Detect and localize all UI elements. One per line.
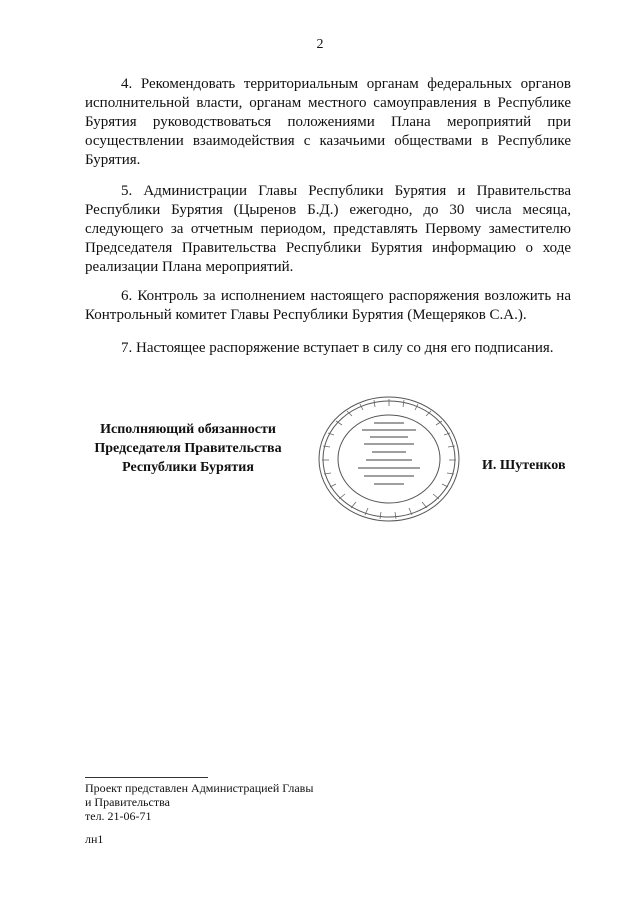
page-number: 2 [316, 37, 324, 52]
footer-line-1: Проект представлен Администрацией Главы [85, 781, 314, 795]
footer-divider [85, 777, 208, 778]
signatory-name: И. Шутенков [482, 458, 566, 473]
signatory-title [78, 420, 298, 477]
paragraph-5: 5. Администрации Главы Республики Бурятия и Правительства Республики Бурятия (Цыренов Б.Д.) ежегодно, до 30 числа месяца, следующего за отчетным периодом, представлять Первому заместителю Председателя Правительства Республики Бурятия информацию о ходе реализации Плана мероприятий. [85, 183, 571, 275]
footer-line-2: и Правительства [85, 795, 170, 809]
paragraph-7: 7. Настоящее распоряжение вступает в силу со дня его подписания. [121, 340, 554, 356]
paragraph-4: 4. Рекомендовать территориальным органам федеральных органов исполнительной власти, органам местного самоуправления в Республике Бурятия руководствоваться положениями Плана мероприятий при осуществлении взаимодействия с казачьими обществами в Республике Бурятия. [85, 76, 571, 168]
document-code: лн1 [85, 832, 104, 846]
footer-phone: тел. 21-06-71 [85, 809, 152, 823]
paragraph-6: 6. Контроль за исполнением настоящего распоряжения возложить на Контрольный комитет Главы Республики Бурятия (Мещеряков С.А.). [85, 288, 571, 323]
seal-ring-lettering [322, 399, 456, 519]
signatory-title-line-2: Председателя Правительства [94, 441, 282, 456]
seal-centre-lettering [358, 423, 420, 484]
signatory-title-line-3: Республики Бурятия [122, 460, 254, 475]
signatory-title-line-1: Исполняющий обязанности [100, 422, 276, 437]
official-seal-stamp [314, 393, 464, 525]
footer-note [85, 781, 313, 823]
